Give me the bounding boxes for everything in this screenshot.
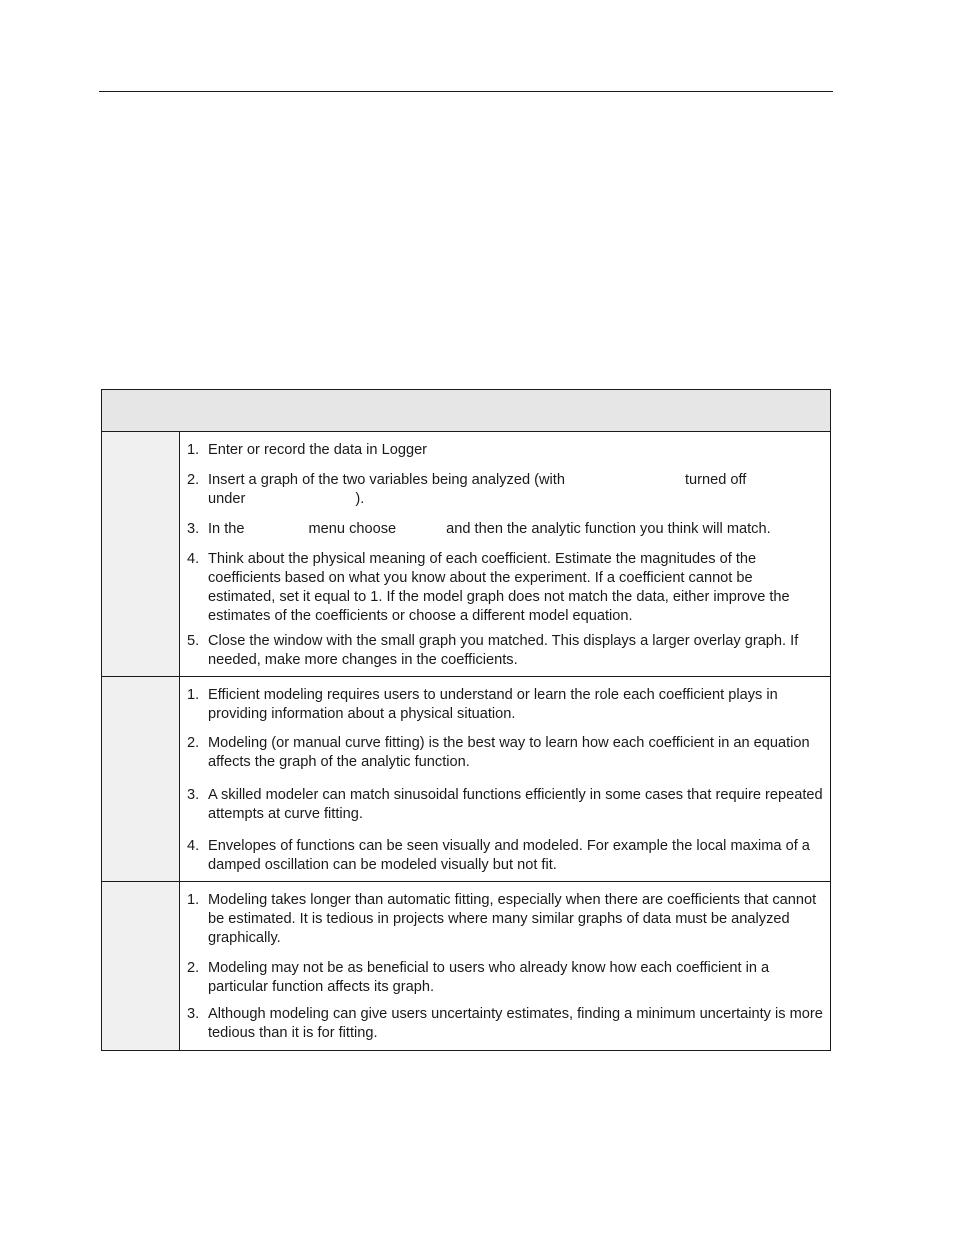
list-item: 2. Modeling may not be as beneficial to users who already know how each coefficient in a particular function affects its graph.	[187, 960, 770, 995]
advantages-content	[180, 677, 830, 881]
list-item: 5. Close the window with the small graph you matched. This displays a larger overlay graph. If needed, make more changes in the coefficients.	[187, 633, 799, 668]
list-item: 2. Modeling (or manual curve fitting) is the best way to learn how each coefficient in an equation affects the graph of the analytic function.	[187, 735, 810, 770]
procedure-steps	[180, 441, 830, 670]
disadvantages-list	[180, 891, 830, 1043]
procedure-label-cell	[102, 432, 180, 676]
list-item: 1. Enter or record the data in Logger	[187, 442, 428, 458]
list-item: 3. Although modeling can give users uncertainty estimates, finding a minimum uncertainty is more tedious than it is for fitting.	[187, 1006, 823, 1041]
list-item: 3. A skilled modeler can match sinusoidal functions efficiently in some cases that require repeated attempts at curve fitting.	[187, 787, 823, 822]
procedure-row	[102, 432, 830, 677]
disadvantages-label-cell	[102, 882, 180, 1050]
comparison-table	[101, 389, 831, 1051]
header-rule	[99, 91, 833, 92]
table-header	[102, 390, 830, 432]
list-item: 1. Efficient modeling requires users to understand or learn the role each coefficient plays in providing information about a physical situation.	[187, 687, 778, 722]
advantages-list	[180, 686, 830, 875]
list-item: 4. Think about the physical meaning of each coefficient. Estimate the magnitudes of the coefficients based on what you know about the experiment. If a coefficient cannot be estimated, set it equal to 1. If the model graph does not match the data, either improve the estimates of the coefficients or choose a different model equation.	[187, 551, 790, 624]
procedure-content	[180, 432, 830, 676]
advantages-label-cell	[102, 677, 180, 881]
disadvantages-row	[102, 882, 830, 1050]
disadvantages-content	[180, 882, 830, 1050]
list-item: 4. Envelopes of functions can be seen visually and modeled. For example the local maxima of a damped oscillation can be modeled visually but not fit.	[187, 838, 810, 873]
advantages-row	[102, 677, 830, 882]
list-item: 3. In the menu choose and then the analytic function you think will match.	[187, 521, 771, 537]
list-item: 2. Insert a graph of the two variables being analyzed (with turned off under ).	[187, 472, 747, 507]
list-item: 1. Modeling takes longer than automatic fitting, especially when there are coefficients that cannot be estimated. It is tedious in projects where many similar graphs of data must be analyzed graphically.	[187, 892, 817, 946]
